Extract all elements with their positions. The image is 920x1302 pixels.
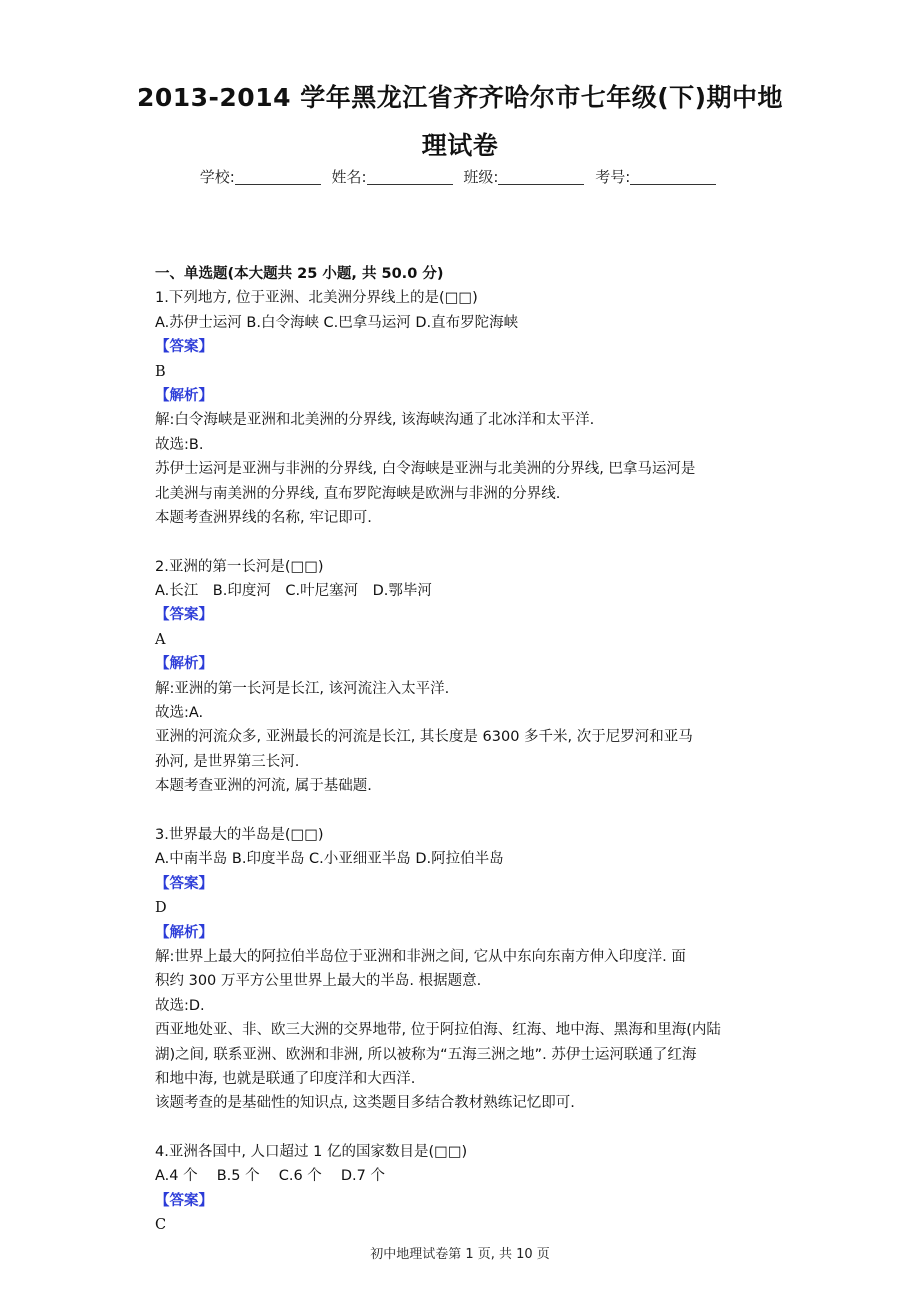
analysis-line: 解:亚洲的第一长河是长江, 该河流注入太平洋. — [155, 680, 450, 697]
exam-number-field — [595, 166, 720, 187]
class-label: 班级: — [463, 168, 499, 186]
answer-value: B — [155, 363, 166, 380]
question-1 — [155, 286, 775, 530]
analysis-label: 【解析】 — [155, 387, 213, 404]
answer-value: A — [155, 631, 166, 648]
spacer — [155, 530, 775, 554]
section-header: 一、单选题(本大题共 25 小题, 共 50.0 分) — [155, 266, 444, 282]
analysis-line: 苏伊士运河是亚洲与非洲的分界线, 白令海峡是亚洲与北美洲的分界线, 巴拿马运河是 — [155, 461, 696, 478]
name-label: 姓名: — [331, 168, 367, 186]
analysis-line: 本题考查洲界线的名称, 牢记即可. — [155, 509, 372, 526]
question-3 — [155, 823, 775, 1116]
spacer — [155, 799, 775, 823]
analysis-line: 解:白令海峡是亚洲和北美洲的分界线, 该海峡沟通了北冰洋和太平洋. — [155, 412, 595, 429]
answer-label: 【答案】 — [155, 339, 213, 356]
question-options: A.中南半岛 B.印度半岛 C.小亚细亚半岛 D.阿拉伯半岛 — [155, 851, 504, 868]
document-title-line-1: 2013-2014 学年黑龙江省齐齐哈尔市七年级(下)期中地 — [136, 83, 784, 112]
exam-number-label: 考号: — [595, 168, 631, 186]
analysis-line: 解:世界上最大的阿拉伯半岛位于亚洲和非洲之间, 它从中东向东南方伸入印度洋. 面 — [155, 948, 686, 965]
analysis-line: 故选:B. — [155, 436, 204, 453]
analysis-label: 【解析】 — [155, 924, 213, 941]
analysis-line: 积约 300 万平方公里世界上最大的半岛. 根据题意. — [155, 973, 482, 990]
analysis-line: 本题考查亚洲的河流, 属于基础题. — [155, 778, 372, 795]
analysis-line: 亚洲的河流众多, 亚洲最长的河流是长江, 其长度是 6300 多千米, 次于尼罗河和亚马 — [155, 729, 693, 746]
answer-value: D — [155, 900, 167, 917]
name-field — [332, 166, 457, 187]
analysis-line: 西亚地处亚、非、欧三大洲的交界地带, 位于阿拉伯海、红海、地中海、黑海和里海(内陆 — [155, 1022, 721, 1039]
analysis-line: 和地中海, 也就是联通了印度洋和大西洋. — [155, 1070, 416, 1087]
school-label: 学校: — [199, 168, 235, 186]
answer-label: 【答案】 — [155, 1192, 213, 1209]
school-blank — [235, 170, 321, 185]
document-body — [155, 262, 775, 1238]
page-footer: 初中地理试卷第 1 页, 共 10 页 — [370, 1247, 550, 1262]
analysis-line: 故选:D. — [155, 997, 205, 1014]
question-options: A.长江 B.印度河 C.叶尼塞河 D.鄂毕河 — [155, 583, 432, 600]
student-info-row — [0, 166, 920, 187]
question-stem: 4.亚洲各国中, 人口超过 1 亿的国家数目是(□□) — [155, 1144, 468, 1161]
question-2 — [155, 555, 775, 799]
analysis-line: 故选:A. — [155, 705, 204, 722]
answer-value: C — [155, 1217, 167, 1234]
analysis-line: 该题考查的是基础性的知识点, 这类题目多结合教材熟练记忆即可. — [155, 1095, 575, 1112]
answer-label: 【答案】 — [155, 607, 213, 624]
spacer — [155, 1116, 775, 1140]
class-field — [463, 166, 588, 187]
question-options: A.苏伊士运河 B.白令海峡 C.巴拿马运河 D.直布罗陀海峡 — [155, 314, 519, 331]
question-4 — [155, 1140, 775, 1238]
class-blank — [498, 170, 584, 185]
question-stem: 1.下列地方, 位于亚洲、北美洲分界线上的是(□□) — [155, 290, 478, 307]
analysis-line: 湖)之间, 联系亚洲、欧洲和非洲, 所以被称为“五海三洲之地”. 苏伊士运河联通了红海 — [155, 1046, 697, 1063]
answer-label: 【答案】 — [155, 875, 213, 892]
analysis-line: 北美洲与南美洲的分界线, 直布罗陀海峡是欧洲与非洲的分界线. — [155, 485, 561, 502]
exam-number-blank — [630, 170, 716, 185]
document-title-line-2: 理试卷 — [421, 131, 499, 160]
question-stem: 3.世界最大的半岛是(□□) — [155, 826, 324, 843]
name-blank — [367, 170, 453, 185]
question-options: A.4 个 B.5 个 C.6 个 D.7 个 — [155, 1168, 386, 1185]
school-field — [200, 166, 325, 187]
analysis-label: 【解析】 — [155, 656, 213, 673]
analysis-line: 孙河, 是世界第三长河. — [155, 753, 300, 770]
question-stem: 2.亚洲的第一长河是(□□) — [155, 558, 324, 575]
